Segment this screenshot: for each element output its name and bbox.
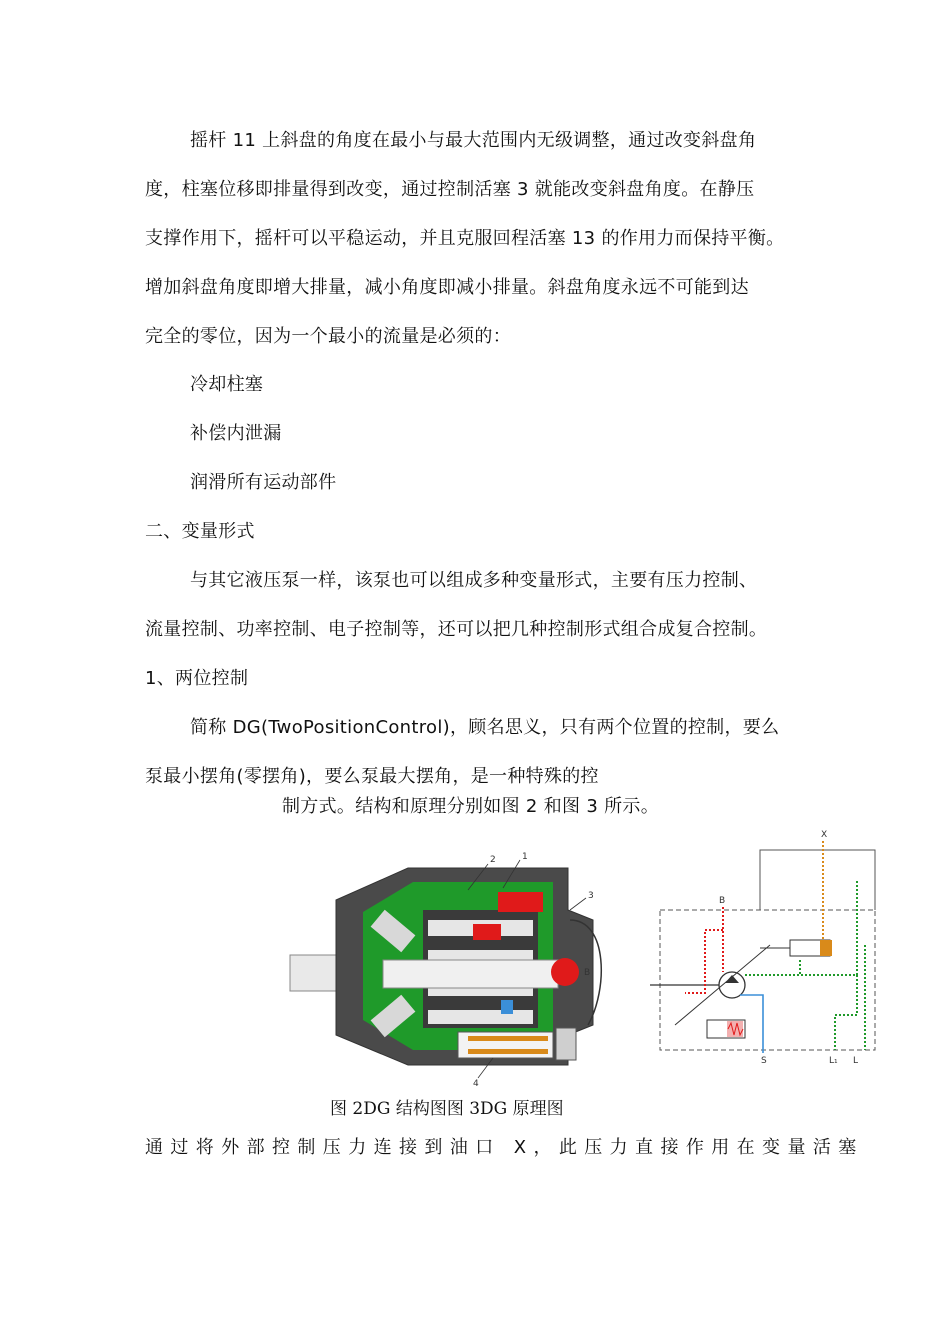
paragraph-line: 完全的零位，因为一个最小的流量是必须的： xyxy=(145,326,511,347)
port-l-label: L xyxy=(853,1056,859,1066)
port-b-label: B xyxy=(719,896,726,906)
list-item: 润滑所有运动部件 xyxy=(190,472,337,493)
pump-schematic-figure xyxy=(635,825,885,1070)
paragraph-line: 支撑作用下，摇杆可以平稳运动，并且克服回程活塞 13 的作用力而保持平衡。 xyxy=(145,228,785,249)
sub-heading: 1、两位控制 xyxy=(145,668,249,689)
paragraph-line: 流量控制、功率控制、电子控制等，还可以把几种控制形式组合成复合控制。 xyxy=(145,619,768,640)
port-l1-label: L₁ xyxy=(829,1056,838,1066)
label-3: 3 xyxy=(588,891,594,901)
label-2: 2 xyxy=(490,855,496,865)
paragraph-line: 简称 DG(TwoPositionControl)，顾名思义，只有两个位置的控制，要么 xyxy=(190,717,780,738)
list-item: 补偿内泄漏 xyxy=(190,423,282,444)
label-b: B xyxy=(584,968,591,978)
label-4: 4 xyxy=(473,1079,479,1089)
pump-structure-figure xyxy=(288,850,608,1090)
paragraph-line: 通过将外部控制压力连接到油口 X，此压力直接作用在变量活塞 xyxy=(145,1137,864,1158)
figure-caption: 图 2DG 结构图图 3DG 原理图 xyxy=(330,1099,564,1119)
paragraph-line: 度，柱塞位移即排量得到改变，通过控制活塞 3 就能改变斜盘角度。在静压 xyxy=(145,179,755,200)
paragraph-line: 摇杆 11 上斜盘的角度在最小与最大范围内无级调整，通过改变斜盘角 xyxy=(190,130,757,151)
section-heading: 二、变量形式 xyxy=(145,521,255,542)
label-1: 1 xyxy=(522,852,528,862)
paragraph-line: 泵最小摆角(零摆角)，要么泵最大摆角，是一种特殊的控 xyxy=(145,766,599,787)
list-item: 冷却柱塞 xyxy=(190,374,264,395)
port-s-label: S xyxy=(761,1056,767,1066)
paragraph-line: 与其它液压泵一样，该泵也可以组成多种变量形式，主要有压力控制、 xyxy=(190,570,758,591)
paragraph-line: 制方式。结构和原理分别如图 2 和图 3 所示。 xyxy=(282,796,659,817)
paragraph-line: 增加斜盘角度即增大排量，减小角度即减小排量。斜盘角度永远不可能到达 xyxy=(145,277,749,298)
port-x-label: X xyxy=(821,830,828,840)
